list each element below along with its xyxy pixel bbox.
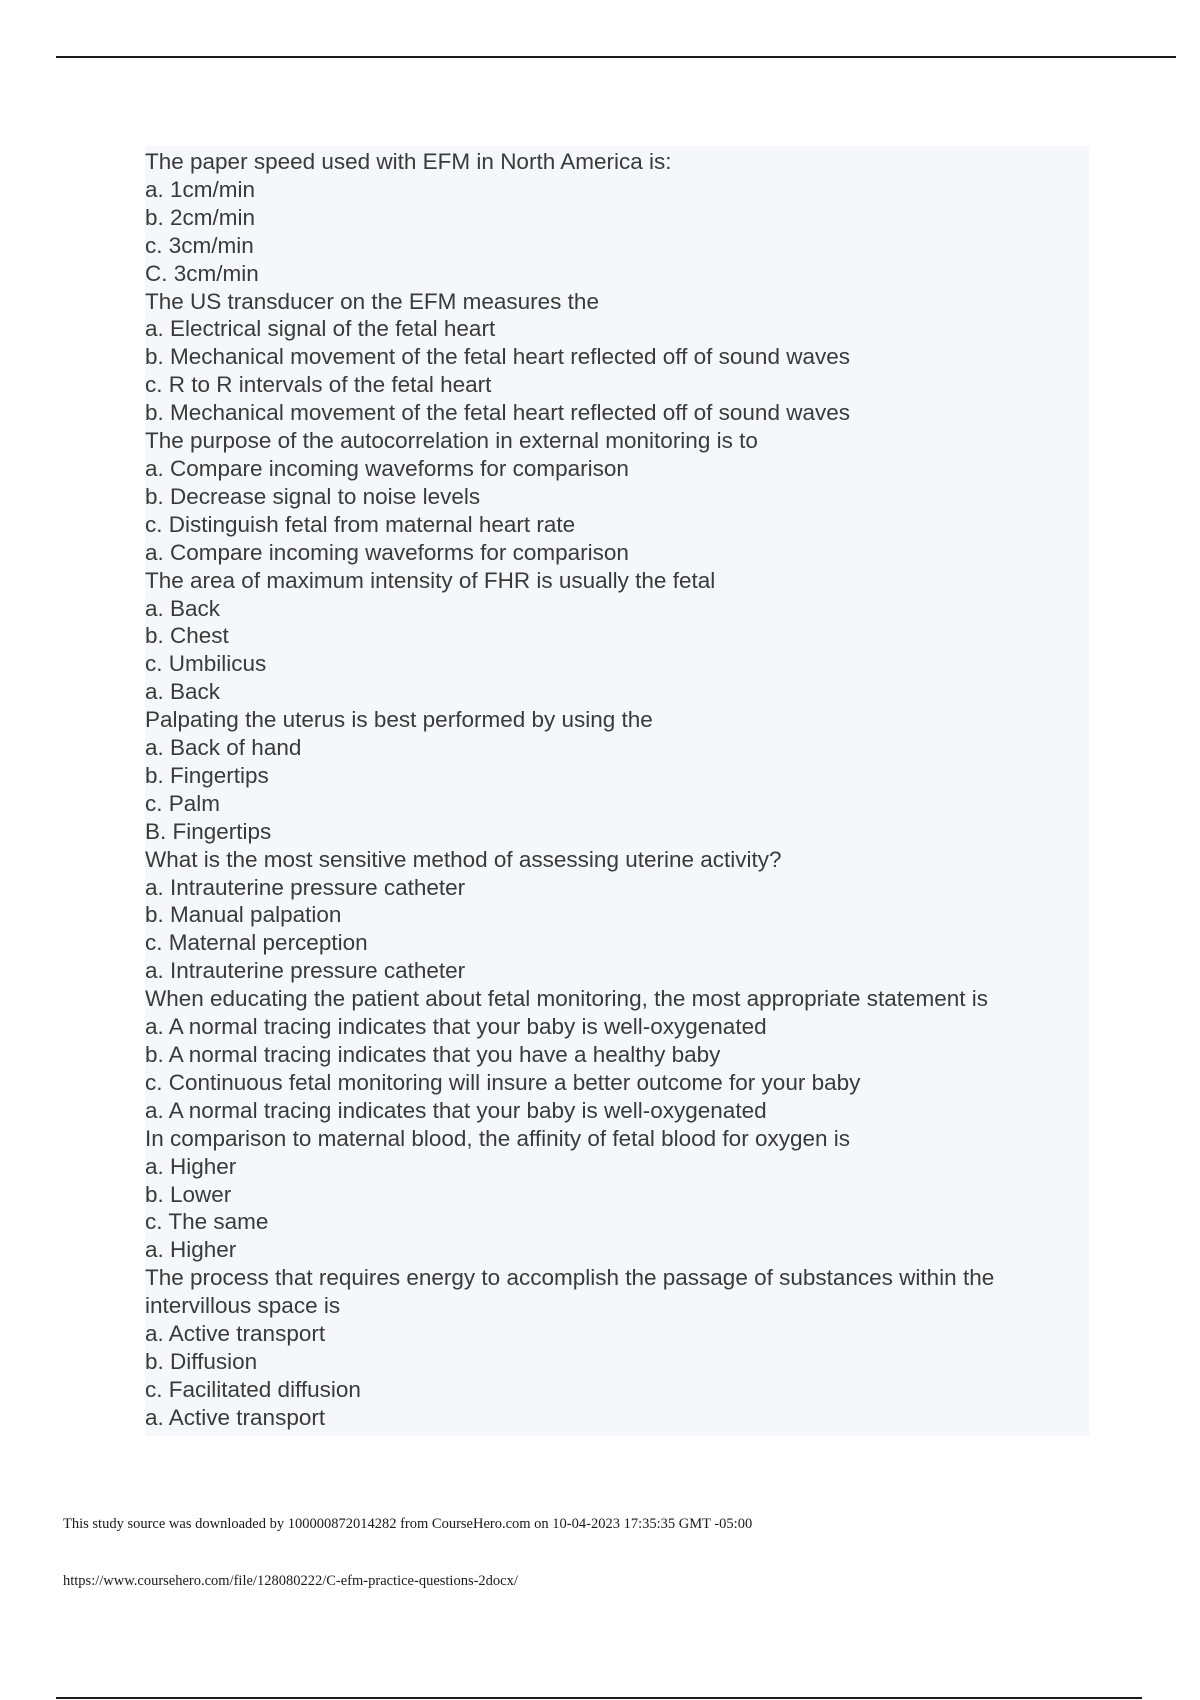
source-url: https://www.coursehero.com/file/128080222/C-efm-practice-questions-2docx/ xyxy=(63,1573,518,1589)
option-a: a. Back xyxy=(145,595,221,621)
question-text: The paper speed used with EFM in North America is: xyxy=(145,149,672,174)
option-a: a. 1cm/min xyxy=(145,176,256,202)
answer-text: B. Fingertips xyxy=(145,818,272,844)
question-text: The purpose of the autocorrelation in external monitoring is to xyxy=(145,428,758,454)
option-c: c. Facilitated diffusion xyxy=(145,1376,361,1402)
option-a: a. Compare incoming waveforms for comparison xyxy=(145,455,629,481)
option-b: b. 2cm/min xyxy=(145,204,256,230)
answer-text: a. Higher xyxy=(145,1237,237,1263)
option-b: b. Chest xyxy=(145,623,229,649)
question-text: When educating the patient about fetal monitoring, the most appropriate statement is xyxy=(145,986,989,1012)
option-a: a. Active transport xyxy=(145,1321,326,1347)
option-b: b. A normal tracing indicates that you have a healthy baby xyxy=(145,1042,721,1067)
option-c: c. Umbilicus xyxy=(145,651,267,677)
option-b: b. Diffusion xyxy=(145,1348,258,1374)
option-a: a. Back of hand xyxy=(145,735,302,761)
option-c: c. Maternal perception xyxy=(145,930,368,956)
option-a: a. Higher xyxy=(145,1153,237,1179)
question-list xyxy=(145,146,1089,1436)
download-source-note: This study source was downloaded by 100000872014282 from CourseHero.com on 10-04-2023 17:35:35 GMT -05:00 xyxy=(63,1516,753,1532)
answer-text: a. Intrauterine pressure catheter xyxy=(145,958,466,984)
option-b: b. Decrease signal to noise levels xyxy=(145,483,481,509)
bottom-rule xyxy=(56,1697,1142,1699)
option-a: a. Intrauterine pressure catheter xyxy=(145,874,466,900)
option-a: a. A normal tracing indicates that your baby is well-oxygenated xyxy=(145,1014,767,1040)
top-rule xyxy=(56,56,1176,58)
option-c: c. 3cm/min xyxy=(145,232,254,258)
question-text: The US transducer on the EFM measures the xyxy=(145,288,599,314)
option-c: c. R to R intervals of the fetal heart xyxy=(145,372,492,398)
option-b: b. Fingertips xyxy=(145,762,269,788)
answer-text: a. A normal tracing indicates that your baby is well-oxygenated xyxy=(145,1097,767,1123)
option-c: c. Continuous fetal monitoring will insure a better outcome for your baby xyxy=(145,1069,861,1095)
option-c: c. The same xyxy=(145,1209,269,1235)
question-text: Palpating the uterus is best performed by using the xyxy=(145,707,653,733)
question-text: The area of maximum intensity of FHR is usually the fetal xyxy=(145,567,716,593)
answer-text: C. 3cm/min xyxy=(145,260,259,286)
option-c: c. Palm xyxy=(145,790,221,816)
answer-text: a. Active transport xyxy=(145,1404,326,1430)
option-b: b. Manual palpation xyxy=(145,902,342,928)
option-b: b. Mechanical movement of the fetal heart reflected off of sound waves xyxy=(145,344,850,370)
option-b: b. Lower xyxy=(145,1181,232,1207)
answer-text: b. Mechanical movement of the fetal heart reflected off of sound waves xyxy=(145,400,850,426)
answer-text: a. Compare incoming waveforms for comparison xyxy=(145,539,629,565)
answer-text: a. Back xyxy=(145,679,221,705)
question-text: What is the most sensitive method of assessing uterine activity? xyxy=(145,846,782,872)
option-a: a. Electrical signal of the fetal heart xyxy=(145,316,496,342)
question-text: In comparison to maternal blood, the affinity of fetal blood for oxygen is xyxy=(145,1125,850,1151)
option-c: c. Distinguish fetal from maternal heart rate xyxy=(145,511,576,537)
question-text: The process that requires energy to accomplish the passage of substances within the intervillous space is xyxy=(145,1265,995,1319)
